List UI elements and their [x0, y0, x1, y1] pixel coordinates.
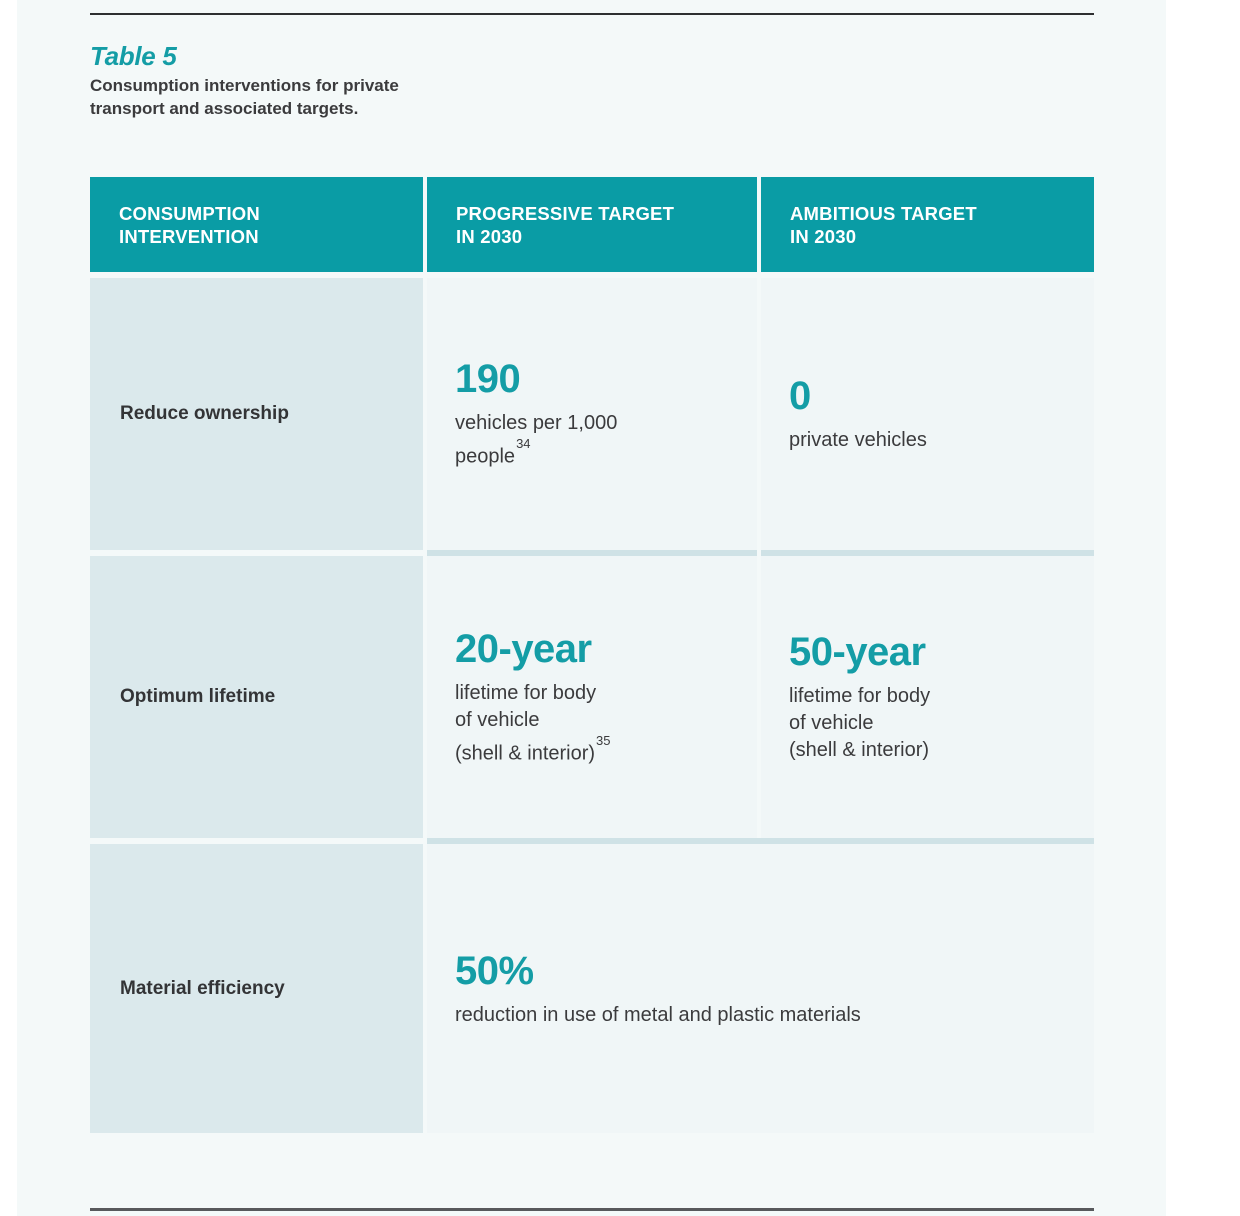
progressive-value: 190: [455, 357, 521, 402]
header-line: AMBITIOUS TARGET: [790, 202, 977, 224]
description-line: lifetime for body: [455, 681, 597, 704]
row-label-reduce-ownership: [90, 272, 423, 550]
description-line: of vehicle: [455, 708, 540, 731]
ambitious-value: 0: [789, 374, 811, 418]
description-line: lifetime for body: [789, 685, 931, 707]
row-label-text: Optimum lifetime: [120, 686, 276, 707]
bottom-rule: [90, 1208, 1094, 1211]
header-cell-progressive-target: [427, 177, 757, 272]
description-line: reduction in use of metal and plastic materials: [455, 1003, 861, 1026]
table-caption: [90, 74, 399, 120]
row-label-material-efficiency: [90, 838, 423, 1133]
caption-line: Consumption interventions for private: [90, 76, 399, 95]
targets-table: [90, 177, 1094, 1133]
header-cell-ambitious-target: [761, 177, 1094, 272]
cell-reduce-ownership-ambitious: [761, 272, 1094, 550]
caption-line: transport and associated targets.: [90, 99, 359, 118]
target-description: [455, 1002, 1078, 1029]
description-line: vehicles per 1,000: [455, 412, 618, 435]
header-line: PROGRESSIVE TARGET: [456, 202, 675, 224]
ambitious-value: 50-year: [789, 630, 926, 674]
cell-material-efficiency-combined: [427, 838, 1094, 1133]
progressive-value: 20-year: [455, 626, 592, 671]
target-description: [789, 427, 1078, 454]
header-cell-consumption-intervention: [90, 177, 423, 272]
header-line: IN 2030: [790, 225, 857, 247]
top-rule: [90, 13, 1094, 15]
cell-optimum-lifetime-ambitious: [761, 550, 1094, 838]
description-line: private vehicles: [789, 429, 927, 451]
table-label: Table 5: [90, 41, 177, 71]
target-description: [455, 410, 741, 471]
cell-reduce-ownership-progressive: [427, 272, 757, 550]
description-line: people$^{34}$: [455, 436, 531, 468]
header-line: IN 2030: [456, 225, 523, 247]
header-line: CONSUMPTION: [119, 202, 260, 224]
combined-value: 50%: [455, 948, 534, 993]
row-label-text: Material efficiency: [120, 977, 285, 999]
row-label-optimum-lifetime: [90, 550, 423, 838]
description-line: (shell & interior): [789, 739, 930, 761]
row-label-text: Reduce ownership: [120, 403, 289, 424]
footnote-marker: 34: [516, 436, 531, 452]
description-line: (shell & interior)$^{35}$: [455, 732, 611, 765]
cell-optimum-lifetime-progressive: [427, 550, 757, 838]
description-line: of vehicle: [789, 712, 874, 734]
header-line: INTERVENTION: [119, 225, 259, 247]
target-description: [455, 680, 741, 768]
footnote-marker: 35: [596, 732, 611, 748]
target-description: [789, 683, 1078, 764]
